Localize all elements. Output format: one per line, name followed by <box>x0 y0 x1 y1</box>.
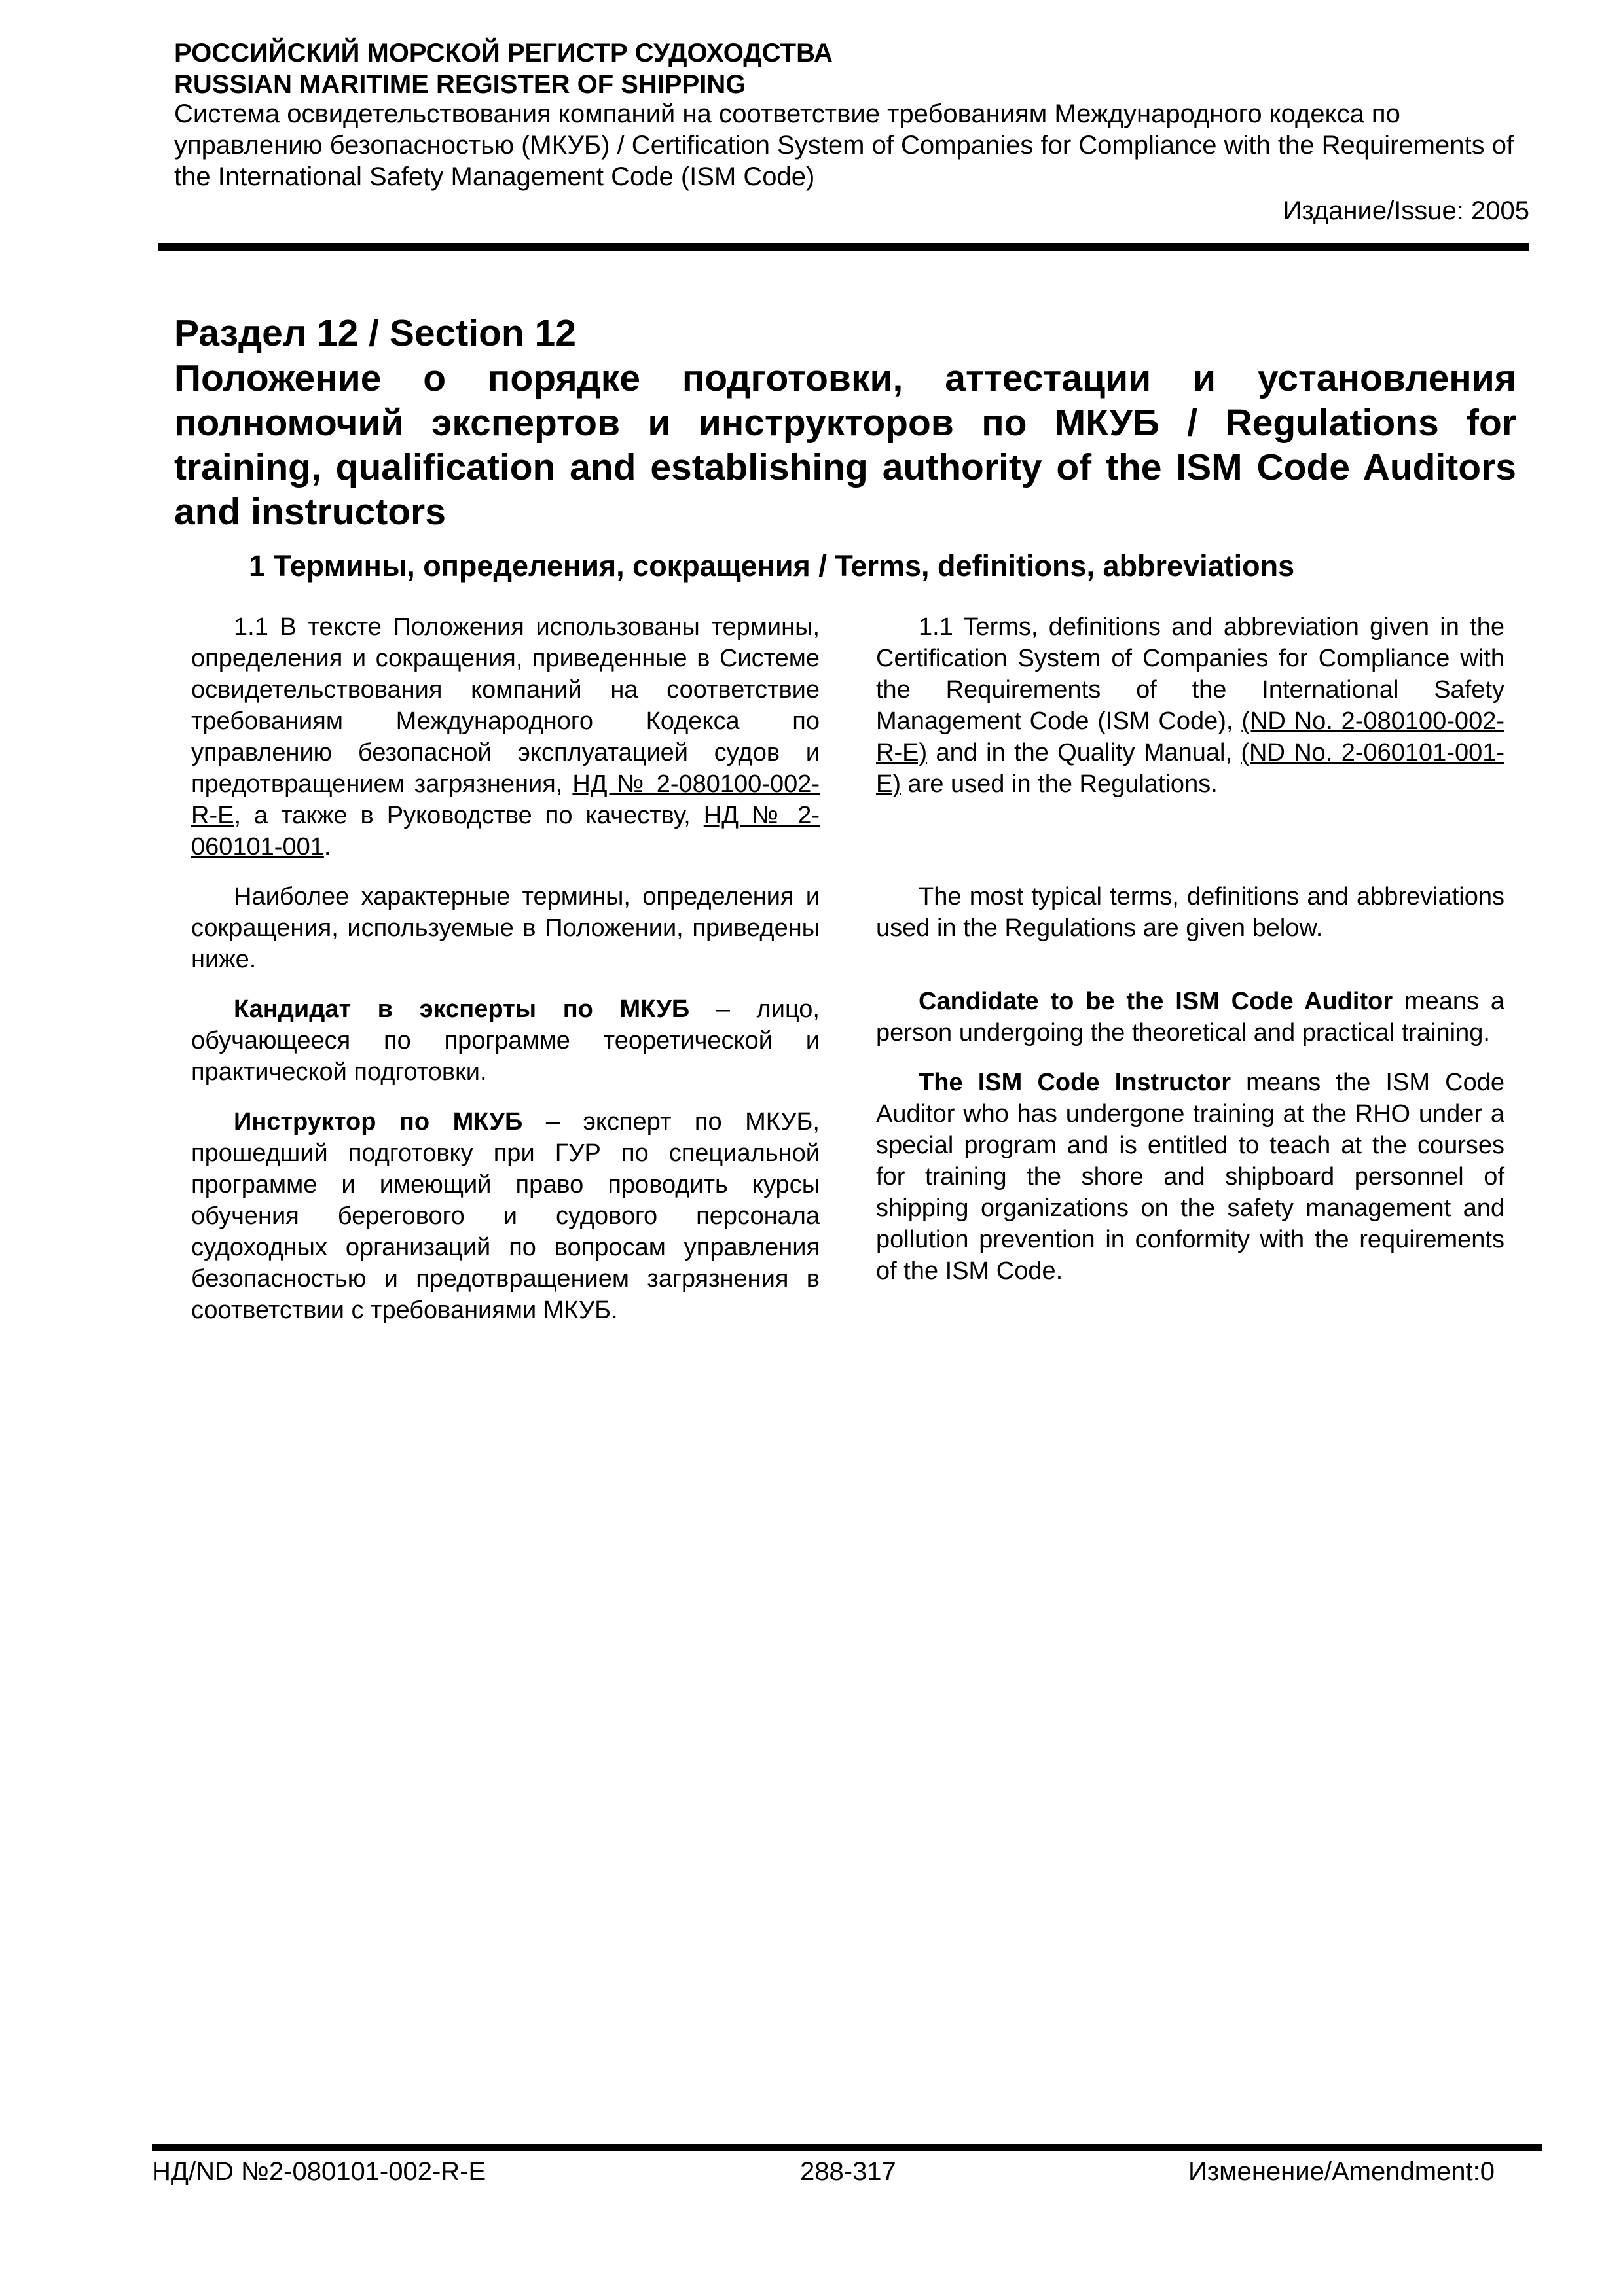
left-paragraph-3 <box>191 994 820 1088</box>
footer-doc-number: НД/ND №2-080101-002-R-E <box>152 2157 486 2186</box>
right-p3-text: means a person undergoing the theoretical and practical training. <box>876 988 1504 1047</box>
right-p1-end: are used in the Regulations. <box>901 770 1218 798</box>
left-p1-link-nd-060101[interactable]: НД № 2-060101-001 <box>191 802 820 861</box>
right-paragraph-4 <box>876 1067 1504 1287</box>
subsection-heading: 1 Термины, определения, сокращения / Terms, definitions, abbreviations <box>249 549 1295 583</box>
right-paragraph-2: The most typical terms, definitions and abbreviations used in the Regulations are given below. <box>876 883 1504 942</box>
right-p1-link-nd-060101[interactable]: (ND No. 2-060101-001-E) <box>876 739 1504 798</box>
right-column <box>876 611 1504 1287</box>
left-p1-mid: , а также в Руководстве по качеству, <box>234 802 704 829</box>
footer-divider <box>152 2144 1542 2151</box>
left-p1-end: . <box>323 833 331 861</box>
left-p3-text: – лицо, обучающееся по программе теоретической и практической подготовки. <box>191 996 820 1086</box>
issue-label: Издание/Issue: 2005 <box>1283 196 1529 225</box>
left-p4-text: – эксперт по МКУБ, прошедший подготовку при ГУР по специальной программе и имеющий право проводить курсы обучения берегового и судового персонала судоходных организаций по вопросам управления безопасностью и предотвращением загрязнения в соответствии с требованиями МКУБ. <box>191 1108 820 1324</box>
left-paragraph-4 <box>191 1106 820 1326</box>
left-paragraph-2: Наиболее характерные термины, определения и сокращения, используемые в Положении, приведены ниже. <box>191 883 820 973</box>
right-term-candidate: Candidate to be the ISM Code Auditor <box>919 988 1393 1015</box>
right-term-instructor: The ISM Code Instructor <box>919 1069 1231 1096</box>
org-name-ru: РОССИЙСКИЙ МОРСКОЙ РЕГИСТР СУДОХОДСТВА <box>174 39 833 67</box>
right-p4-text: means the ISM Code Auditor who has undergone training at the RHO under a special program and is entitled to teach at the courses for training the shore and shipboard personnel of shipping organizations on the safety management and pollution prevention in conformity with the requirements of the ISM Code. <box>876 1069 1504 1285</box>
left-paragraph-1 <box>191 611 820 863</box>
right-p1-link-nd-080100[interactable]: (ND No. 2-080100-002-R-E) <box>876 708 1504 766</box>
footer-amendment: Изменение/Amendment:0 <box>1188 2157 1495 2186</box>
header-divider <box>158 243 1529 251</box>
system-title: Система освидетельствования компаний на соответствие требованиям Международного кодекса по управлению безопасностью (МКУБ) / Certification System of Companies for Compliance with the Requirements of the International Safety Management Code (ISM Code) <box>174 99 1514 191</box>
section-title: Положение о порядке подготовки, аттестации и установления полномочий экспертов и инструкторов по МКУБ / Regulations for training, qualification and establishing authority of the ISM Code Auditors and instructors <box>174 357 1516 533</box>
footer-page-range: 288-317 <box>800 2157 896 2186</box>
left-p1-link-nd-080100[interactable]: НД № 2-080100-002-R-E <box>191 770 820 829</box>
left-column <box>191 611 820 1326</box>
left-p1-text: 1.1 В тексте Положения использованы термины, определения и сокращения, приведенные в Системе освидетельствования компаний на соответствие требованиям Международного Кодекса по управлению безопасной эксплуатацией судов и предотвращением загрязнения, <box>191 613 820 798</box>
section-number: Раздел 12 / Section 12 <box>174 312 576 354</box>
left-term-instructor: Инструктор по МКУБ <box>234 1108 523 1136</box>
org-name-en: RUSSIAN MARITIME REGISTER OF SHIPPING <box>174 70 746 99</box>
right-paragraph-1 <box>876 611 1504 800</box>
left-term-candidate: Кандидат в эксперты по МКУБ <box>234 996 690 1023</box>
right-p1-text: 1.1 Terms, definitions and abbreviation given in the Certification System of Companies for Compliance with the Requirements of the International Safety Management Code (ISM Code), <box>876 613 1504 735</box>
right-paragraph-3 <box>876 986 1504 1049</box>
right-p1-mid: and in the Quality Manual, <box>927 739 1241 766</box>
